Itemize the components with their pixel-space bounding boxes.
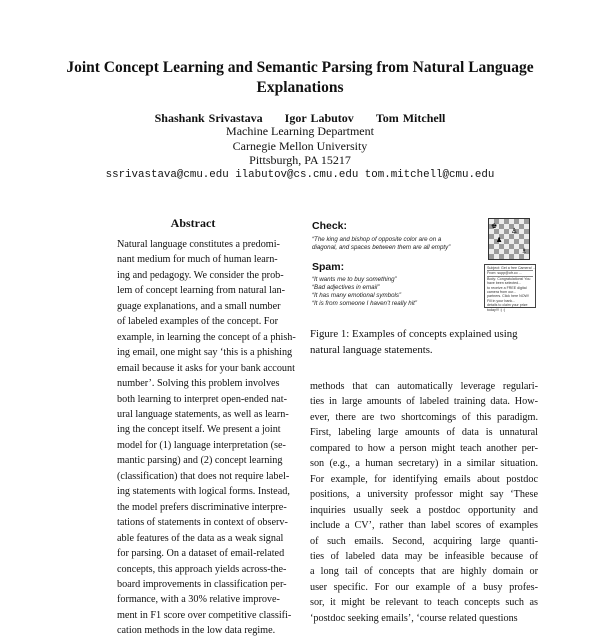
text-line: sor, it might be relevant to teach concepts such as	[310, 597, 538, 609]
caption-line: Figure 1: Examples of concepts explained using	[310, 328, 518, 340]
text-line: able features of the data as a weak signal	[117, 532, 284, 544]
text-line: First, labeling large amounts of data is unnatural	[310, 427, 538, 439]
text-line: For example, for identifying emails about postdoc	[310, 473, 538, 485]
text-line: ment in F1 score over competitive classifi-	[117, 609, 292, 621]
text-line: example, in learning the concept of a phish-	[117, 331, 296, 343]
text-line: of such emails. Second, acquiring large quanti-	[310, 535, 538, 547]
text-line: a long tail of concepts that are highly domain or	[310, 566, 538, 578]
spam-quote: “Bad adjectives in email”	[312, 284, 380, 291]
text-line: the model prefers discriminative interpre-	[117, 501, 287, 513]
affiliation-department: Machine Learning Department	[226, 124, 374, 138]
spam-quote: “It wants me to buy something”	[312, 276, 397, 283]
spam-email-image	[484, 264, 536, 312]
spam-quotes	[312, 276, 482, 308]
text-line: nant medium for much of human learn-	[117, 254, 278, 266]
title-line-1: Joint Concept Learning and Semantic Parsing from Natural Language	[66, 59, 534, 76]
check-heading: Check:	[312, 220, 348, 232]
spam-quote: “It has many emotional symbols”	[312, 292, 402, 299]
figure-1	[310, 216, 538, 316]
text-line: ties in large amounts of labeled training data. How-	[310, 396, 538, 408]
text-line: son (e.g., a human secretary) in a similar situation.	[310, 458, 538, 470]
text-line: model for (1) language interpretation (se-	[117, 439, 286, 451]
figure-caption	[310, 327, 538, 358]
email-row: partners. Click here NOW! Fill in your bank...	[487, 294, 529, 303]
email-row: Subject: Get a free Camera! ...	[487, 266, 536, 270]
text-line: lem of concept learning from natural lan-	[117, 285, 286, 297]
email-row: to receive a FREE digital camera from our...	[487, 285, 527, 295]
pawn-piece-icon: ♟	[496, 237, 503, 244]
text-line: board improvements in classification per-	[117, 578, 287, 590]
pawn-piece-icon: ♙	[511, 228, 518, 235]
text-line: inquiries usually seek a postdoc opportunity and	[310, 504, 538, 516]
text-line: Natural language constitutes a predomi-	[117, 239, 280, 250]
text-line: include a CV’, rather than label scores of examples	[310, 520, 538, 532]
text-line: positions, a university professor might say ‘These	[310, 489, 538, 501]
affiliation-address: Pittsburgh, PA 15217	[249, 153, 351, 167]
text-line: number’. Solving this problem involves	[117, 378, 280, 390]
text-line: concepts, this approach yields across-the-	[117, 563, 287, 575]
text-line: ing email, one might say ‘this is a phishing	[117, 347, 293, 359]
author-name: Shashank Srivastava	[154, 111, 263, 125]
text-line: methods that can automatically leverage regulari-	[310, 381, 538, 392]
text-line: user specific. For our example of a busy profes-	[310, 581, 538, 593]
email-row: details to claim your prize today!!! :) :)	[487, 303, 528, 312]
text-line: ing statements with logical forms. Instead,	[117, 486, 290, 498]
text-line: ing the concept itself. We present a joint	[117, 424, 281, 436]
body-text-column	[310, 379, 538, 626]
text-line: (classification) that does not require label-	[117, 470, 290, 482]
author-name: Tom Mitchell	[375, 111, 446, 125]
king-piece-icon: ♚	[491, 223, 498, 230]
author-name: Igor Labutov	[284, 111, 354, 125]
text-line: email because it asks for your bank account	[117, 362, 295, 374]
text-line: cation methods in the low data regime.	[117, 625, 276, 637]
text-line: of labeled examples of the concept. For	[117, 316, 278, 328]
text-line: mantic parsing) and (2) concept learning	[117, 455, 283, 467]
text-line: both learning to interpret open-ended nat-	[117, 393, 288, 405]
abstract-text	[117, 237, 296, 639]
email-row: Body: Congratulations! You have been selected...	[487, 276, 531, 286]
text-line: compared to how a person might teach another per-	[310, 442, 538, 454]
text-line: ever, there are two shortcomings of this paradigm.	[310, 411, 538, 423]
paper-title	[60, 58, 540, 98]
text-line: formance, with a 30% relative improve-	[117, 594, 280, 606]
text-line: guage explanations, and a small number	[117, 300, 281, 312]
text-line: ties of labeled data may be infeasible because of	[310, 550, 538, 562]
spam-heading: Spam:	[312, 261, 345, 273]
affiliation-university: Carnegie Mellon University	[232, 139, 368, 153]
check-quote-line: “The king and bishop of opposite color are on a	[312, 236, 442, 243]
text-line: for parsing. On a dataset of email-related	[117, 548, 285, 560]
check-quote	[312, 236, 482, 252]
abstract-heading: Abstract	[170, 216, 216, 230]
text-line: ‘postdoc seeking emails’, ‘course related questions	[310, 612, 518, 624]
email-row: From: supp@ofr.co ...	[487, 271, 533, 276]
title-line-2: Explanations	[256, 79, 344, 96]
bishop-piece-icon: ♗	[521, 248, 528, 255]
caption-line: natural language statements.	[310, 343, 433, 356]
author-emails: ssrivastava@cmu.edu ilabutov@cs.cmu.edu tom.mitchell@cmu.edu	[105, 169, 495, 181]
check-quote-line: diagonal, and spaces between them are all empty”	[312, 244, 451, 251]
spam-quote: “It is from someone I haven’t really hit”	[312, 300, 417, 307]
text-line: ing and pedagogy. We consider the prob-	[117, 269, 284, 281]
text-line: tations of statements in context of observ-	[117, 517, 288, 529]
text-line: ural language statements, as well as learn-	[117, 408, 289, 420]
